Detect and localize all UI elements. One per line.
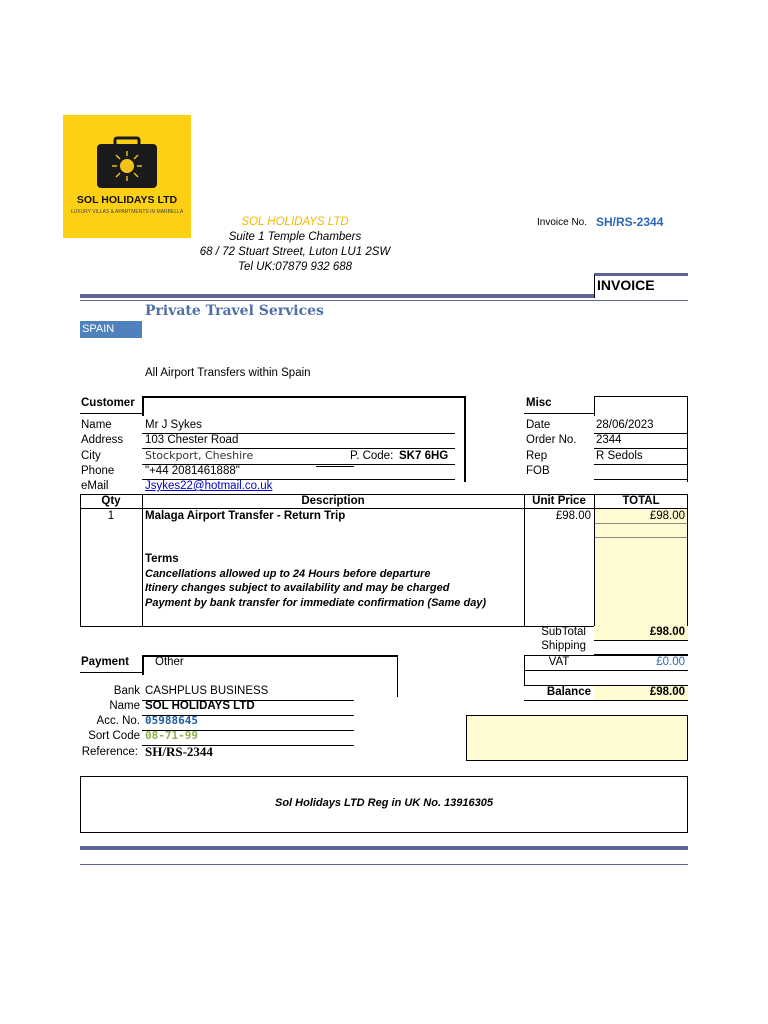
acc-value: 05988645 [145,714,198,727]
logo-tagline: LUXURY VILLAS & APARTMENTS IN MARBELLA [70,209,184,215]
subtotal-value: £98.00 [649,626,685,638]
invoice-title-bar [594,273,688,276]
customer-address-label: Address [81,434,124,446]
shipping-label: Shipping [541,640,586,652]
customer-header-underline [80,413,142,414]
bottom-accent-line [80,864,688,865]
total-row-line-2 [594,537,688,538]
payment-header-underline [80,672,142,673]
intro-text: All Airport Transfers within Spain [145,367,311,379]
misc-order-label: Order No. [526,434,577,446]
bank-label: Bank [113,685,140,697]
customer-email-label: eMail [81,480,109,492]
balance-line [524,700,688,701]
payment-box-right [397,655,398,697]
acc-label: Acc. No. [96,715,140,727]
misc-fob-label: FOB [526,465,550,477]
fob-line [594,479,688,480]
top-accent-bar [80,294,594,298]
col-qty-header: Qty [101,495,121,507]
customer-name: Mr J Sykes [145,419,202,431]
balance-value: £98.00 [649,686,685,698]
misc-box-right [687,396,688,482]
col-unit-price-header: Unit Price [532,495,586,507]
top-accent-line [80,300,688,301]
pay-name-value: SOL HOLIDAYS LTD [145,700,255,712]
pay-name-label: Name [109,700,140,712]
customer-name-label: Name [81,419,112,431]
misc-header: Misc [526,397,552,409]
customer-header: Customer [81,397,135,409]
misc-date: 28/06/2023 [596,419,654,431]
company-address-2: 68 / 72 Stuart Street, Luton LU1 2SW [199,246,391,258]
vat-label: VAT [548,656,570,668]
company-address-1: Suite 1 Temple Chambers [228,231,362,243]
invoice-title: INVOICE [597,277,655,293]
row-total: £98.00 [649,510,685,522]
subtotal-line [594,640,688,641]
misc-header-underline [524,413,594,414]
suitcase-sun-icon [63,115,191,238]
customer-city: Stockport, Cheshire [145,449,254,462]
misc-box-top [594,396,688,397]
total-row-line-1 [594,523,688,524]
vat-line [524,670,688,671]
customer-email-link[interactable]: Jsykes22@hotmail.co.uk [145,480,273,492]
table-header-border [80,508,688,509]
row-qty: 1 [107,510,115,522]
row-unit-price: £98.00 [555,510,591,522]
col-description-header: Description [301,495,365,507]
balance-label: Balance [546,686,591,698]
customer-phone-label: Phone [81,465,115,477]
misc-date-label: Date [526,419,551,431]
payment-box-left [142,655,144,675]
order-line [594,448,688,449]
region-tag: SPAIN [80,321,142,338]
customer-box-left [142,396,144,416]
notes-box [466,715,688,761]
table-col-1 [142,494,143,626]
customer-address: 103 Chester Road [145,434,239,446]
company-logo [63,115,191,238]
bank-value: CASHPLUS BUSINESS [145,685,269,697]
customer-postcode: SK7 6HG [399,450,449,462]
invoice-title-border [594,275,595,298]
footer-text: Sol Holidays LTD Reg in UK No. 13916305 [274,797,494,809]
rep-line [594,464,688,465]
sort-label: Sort Code [88,730,140,742]
customer-city-label: City [81,450,101,462]
logo-name: SOL HOLIDAYS LTD [76,194,178,206]
total-column-fill [594,509,688,626]
service-title: Private Travel Services [145,303,324,319]
postcode-tick [316,466,354,467]
vat-value: £0.00 [656,656,685,668]
misc-rep: R Sedols [596,450,643,462]
subtotal-label: SubTotal [541,626,586,638]
reference-label: Reference: [81,746,138,758]
customer-phone: "+44 2081461888" [145,465,240,477]
company-name: SOL HOLIDAYS LTD [241,216,349,228]
payment-header: Payment [81,656,129,668]
terms-line-2: Itinery changes subject to availability and may be charged [145,582,450,594]
customer-box-top [142,396,465,398]
invoice-no-label: Invoice No. [537,217,588,228]
reference-value: SH/RS-2344 [145,744,213,759]
blank-box-left [524,670,525,685]
col-total-header: TOTAL [622,495,660,507]
terms-line-3: Payment by bank transfer for immediate confirmation (Same day) [145,597,487,609]
terms-line-1: Cancellations allowed up to 24 Hours before departure [145,568,431,580]
misc-order: 2344 [596,434,622,446]
payment-method: Other [155,656,184,668]
company-tel: Tel UK:07879 932 688 [237,261,353,273]
sort-value: 08-71-99 [145,729,198,742]
row-description: Malaga Airport Transfer - Return Trip [145,510,346,522]
customer-postcode-label: P. Code: [350,450,394,462]
terms-title: Terms [145,553,179,565]
misc-box-left [594,396,595,416]
bottom-accent-bar [80,846,688,850]
invoice-no-value: SH/RS-2344 [596,215,664,229]
misc-rep-label: Rep [526,450,548,462]
table-col-4 [687,494,688,626]
customer-box-right [464,396,466,482]
